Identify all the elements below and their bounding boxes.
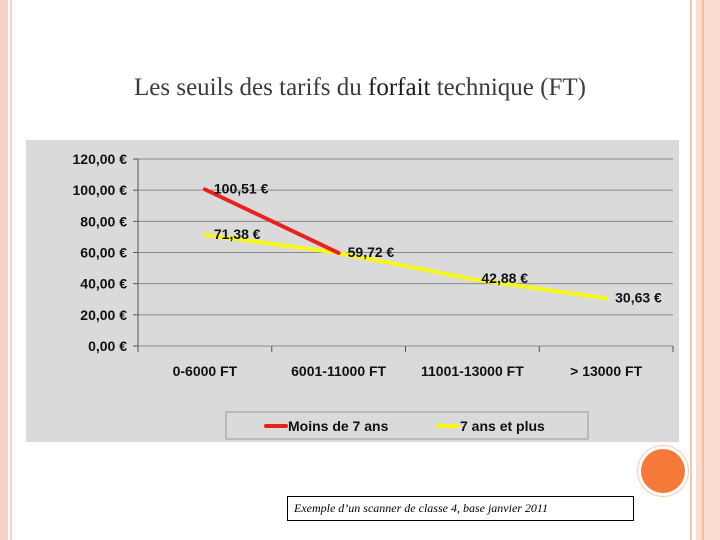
data-label: 42,88 € [481,270,529,287]
legend-label: 7 ans et plus [460,418,545,434]
data-label: 71,38 € [213,225,261,242]
y-tick-label: 120,00 € [72,151,127,167]
x-tick-label: 0-6000 FT [172,363,238,379]
data-label: 59,72 € [347,243,395,260]
line-chart [26,140,679,442]
x-tick-label: > 13000 FT [570,363,643,379]
slide-title [0,74,720,102]
y-tick-label: 0,00 € [88,338,127,354]
y-tick-label: 20,00 € [80,306,127,323]
x-tick-label: 6001-11000 FT [291,363,387,379]
legend-label: Moins de 7 ans [288,418,389,434]
y-tick-label: 60,00 € [80,244,127,261]
slide-title-end: technique (FT) [430,74,586,101]
data-label: 100,51 € [213,180,269,197]
data-label: 30,63 € [615,289,662,306]
y-tick-label: 40,00 € [80,275,127,292]
x-tick-label: 11001-13000 FT [421,363,524,379]
image-caption: Exemple d’un scanner de classe 4, base janvier 2011 [287,496,634,521]
series-line-7-ans-et-plus [205,235,606,299]
decorative-orange-circle [641,449,685,493]
slide-title-start: Les seuils des tarifs du [134,74,368,101]
y-tick-label: 80,00 € [80,213,127,230]
y-tick-label: 100,00 € [72,182,127,199]
slide-title-emphasis: forfait [368,74,431,101]
chart-area [26,140,679,442]
